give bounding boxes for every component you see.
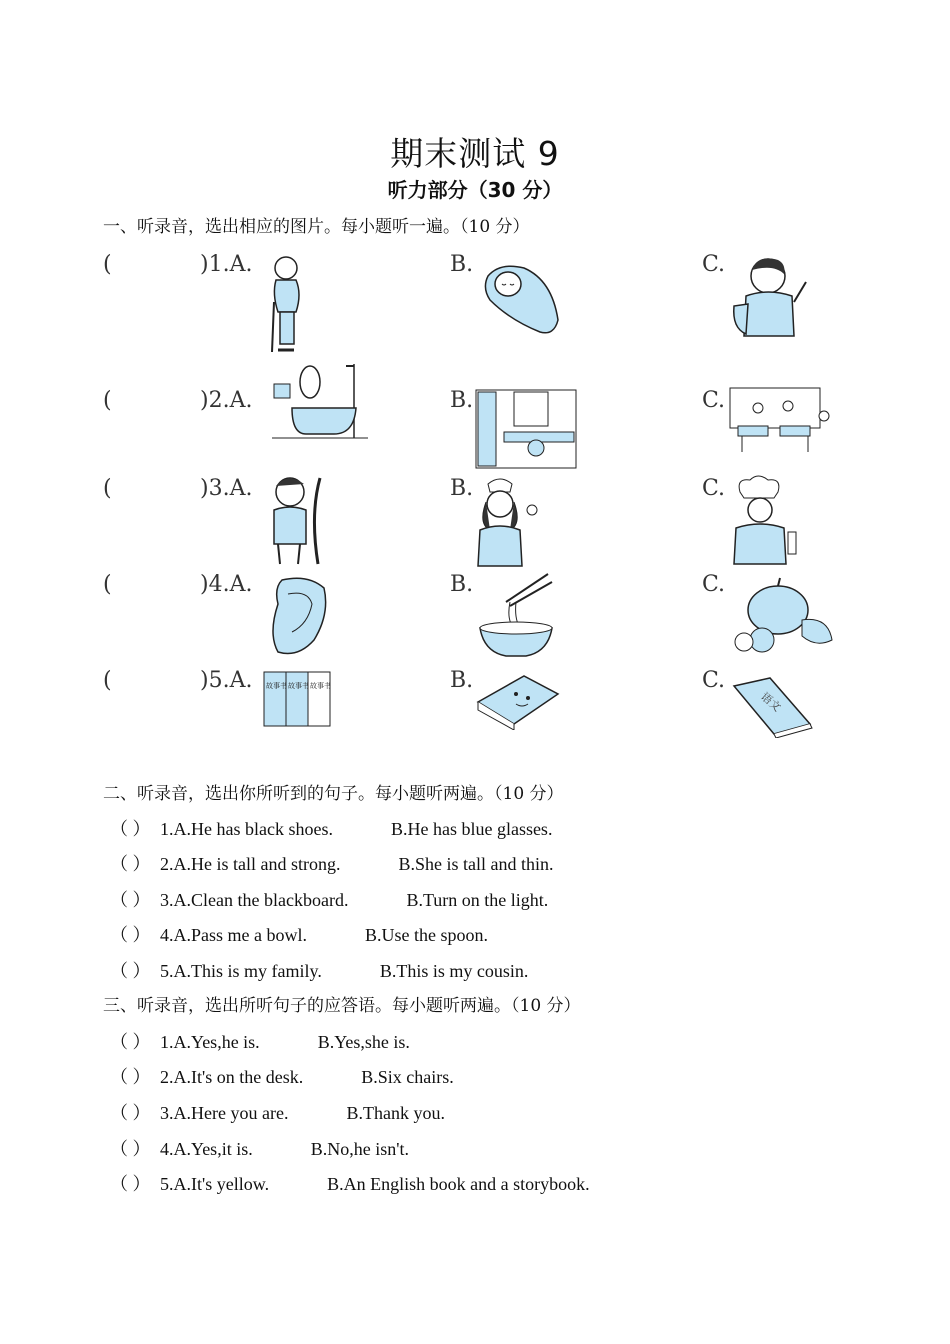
answer-paren: （ ）	[110, 1067, 151, 1087]
option-a: A.It's yellow.	[173, 1174, 270, 1194]
cook-icon[interactable]	[728, 474, 800, 568]
bathroom-icon[interactable]	[270, 362, 370, 442]
picture-question-2	[0, 362, 950, 472]
option-a: A.Yes,he is.	[173, 1032, 260, 1052]
item-number: 4.	[160, 1139, 174, 1159]
notebook-icon[interactable]	[474, 672, 560, 730]
page-subtitle: 听力部分（30 分）	[387, 178, 563, 202]
book-title-label: 故事书	[288, 682, 309, 690]
section2-item-2	[110, 850, 553, 876]
answer-paren: (	[103, 476, 112, 501]
old-man-with-cane-icon[interactable]	[262, 254, 312, 358]
book-title-label: 故事书	[310, 682, 331, 690]
option-b: B.Turn on the light.	[406, 890, 549, 910]
boy-with-schoolbag-icon[interactable]	[728, 252, 812, 340]
section2-item-5	[110, 957, 528, 983]
option-c-label: C.	[702, 668, 726, 693]
item-number: 5.	[160, 1174, 174, 1194]
item-number: 3.	[160, 890, 174, 910]
option-c-label: C.	[702, 388, 726, 413]
item-number: 2.	[160, 1067, 174, 1087]
page-title: 期末测试 9	[390, 134, 560, 173]
question-number: )1.A.	[200, 252, 253, 277]
section3-item-2	[110, 1063, 454, 1089]
answer-paren: (	[103, 668, 112, 693]
answer-paren: （ ）	[110, 854, 151, 874]
section2-heading: 二、听录音，选出你所听到的句子。每小题听两遍。（10 分）	[103, 784, 564, 804]
classroom-icon[interactable]	[728, 386, 838, 456]
option-b: B.She is tall and thin.	[398, 854, 554, 874]
chinese-book-icon[interactable]	[730, 676, 814, 738]
option-a: A.He is tall and strong.	[173, 854, 341, 874]
option-c-label: C.	[702, 476, 726, 501]
picture-question-1	[0, 252, 950, 362]
option-a: A.Here you are.	[173, 1103, 289, 1123]
section1-heading: 一、听录音，选出相应的图片。每小题听一遍。（10 分）	[103, 217, 530, 237]
option-a: A.Pass me a bowl.	[173, 925, 307, 945]
answer-paren: （ ）	[110, 961, 151, 981]
farmer-icon[interactable]	[266, 474, 332, 568]
nurse-icon[interactable]	[472, 474, 544, 568]
option-b: B.An English book and a storybook.	[327, 1174, 590, 1194]
option-b-label: B.	[450, 388, 474, 413]
option-a: A.Yes,it is.	[173, 1139, 253, 1159]
picture-question-5	[0, 668, 950, 748]
answer-paren: （ ）	[110, 925, 151, 945]
option-b-label: B.	[450, 252, 474, 277]
item-number: 5.	[160, 961, 174, 981]
answer-paren: （ ）	[110, 1139, 151, 1159]
option-b-label: B.	[450, 476, 474, 501]
option-b: B.He has blue glasses.	[390, 819, 553, 839]
book-title-label: 语文	[758, 690, 784, 715]
section2-item-4	[110, 921, 488, 947]
option-b: B.Thank you.	[346, 1103, 445, 1123]
section3-item-5	[110, 1170, 590, 1196]
option-b: B.This is my cousin.	[379, 961, 529, 981]
question-number: )4.A.	[200, 572, 253, 597]
option-c-label: C.	[702, 252, 726, 277]
answer-paren: （ ）	[110, 819, 151, 839]
item-number: 1.	[160, 1032, 174, 1052]
noodles-icon[interactable]	[476, 572, 556, 662]
section3-item-4	[110, 1135, 409, 1161]
option-b: B.No,he isn't.	[310, 1139, 409, 1159]
option-a: A.It's on the desk.	[173, 1067, 304, 1087]
storybooks-icon[interactable]	[262, 668, 334, 730]
section3-item-3	[110, 1099, 445, 1125]
item-number: 3.	[160, 1103, 174, 1123]
baby-in-blanket-icon[interactable]	[480, 260, 562, 338]
option-a: A.This is my family.	[173, 961, 322, 981]
item-number: 1.	[160, 819, 174, 839]
question-number: )5.A.	[200, 668, 253, 693]
option-a: A.Clean the blackboard.	[173, 890, 349, 910]
item-number: 4.	[160, 925, 174, 945]
answer-paren: （ ）	[110, 1103, 151, 1123]
question-number: )3.A.	[200, 476, 253, 501]
item-number: 2.	[160, 854, 174, 874]
section3-heading: 三、听录音，选出所听句子的应答语。每小题听两遍。（10 分）	[103, 996, 581, 1016]
answer-paren: （ ）	[110, 1032, 151, 1052]
option-b: B.Six chairs.	[361, 1067, 454, 1087]
option-b-label: B.	[450, 668, 474, 693]
picture-question-4	[0, 572, 950, 672]
answer-paren: （ ）	[110, 890, 151, 910]
answer-paren: (	[103, 572, 112, 597]
section3-item-1	[110, 1028, 410, 1054]
answer-paren: （ ）	[110, 1174, 151, 1194]
picture-question-3	[0, 474, 950, 574]
vegetables-icon[interactable]	[732, 576, 836, 656]
study-room-icon[interactable]	[474, 388, 578, 470]
option-c-label: C.	[702, 572, 726, 597]
option-b-label: B.	[450, 572, 474, 597]
answer-paren: (	[103, 252, 112, 277]
option-b: B.Use the spoon.	[365, 925, 488, 945]
option-b: B.Yes,she is.	[317, 1032, 410, 1052]
beef-icon[interactable]	[268, 574, 330, 658]
question-number: )2.A.	[200, 388, 253, 413]
section2-item-3	[110, 886, 548, 912]
option-a: A.He has black shoes.	[173, 819, 333, 839]
answer-paren: (	[103, 388, 112, 413]
book-title-label: 故事书	[266, 682, 287, 690]
section2-item-1	[110, 815, 552, 841]
